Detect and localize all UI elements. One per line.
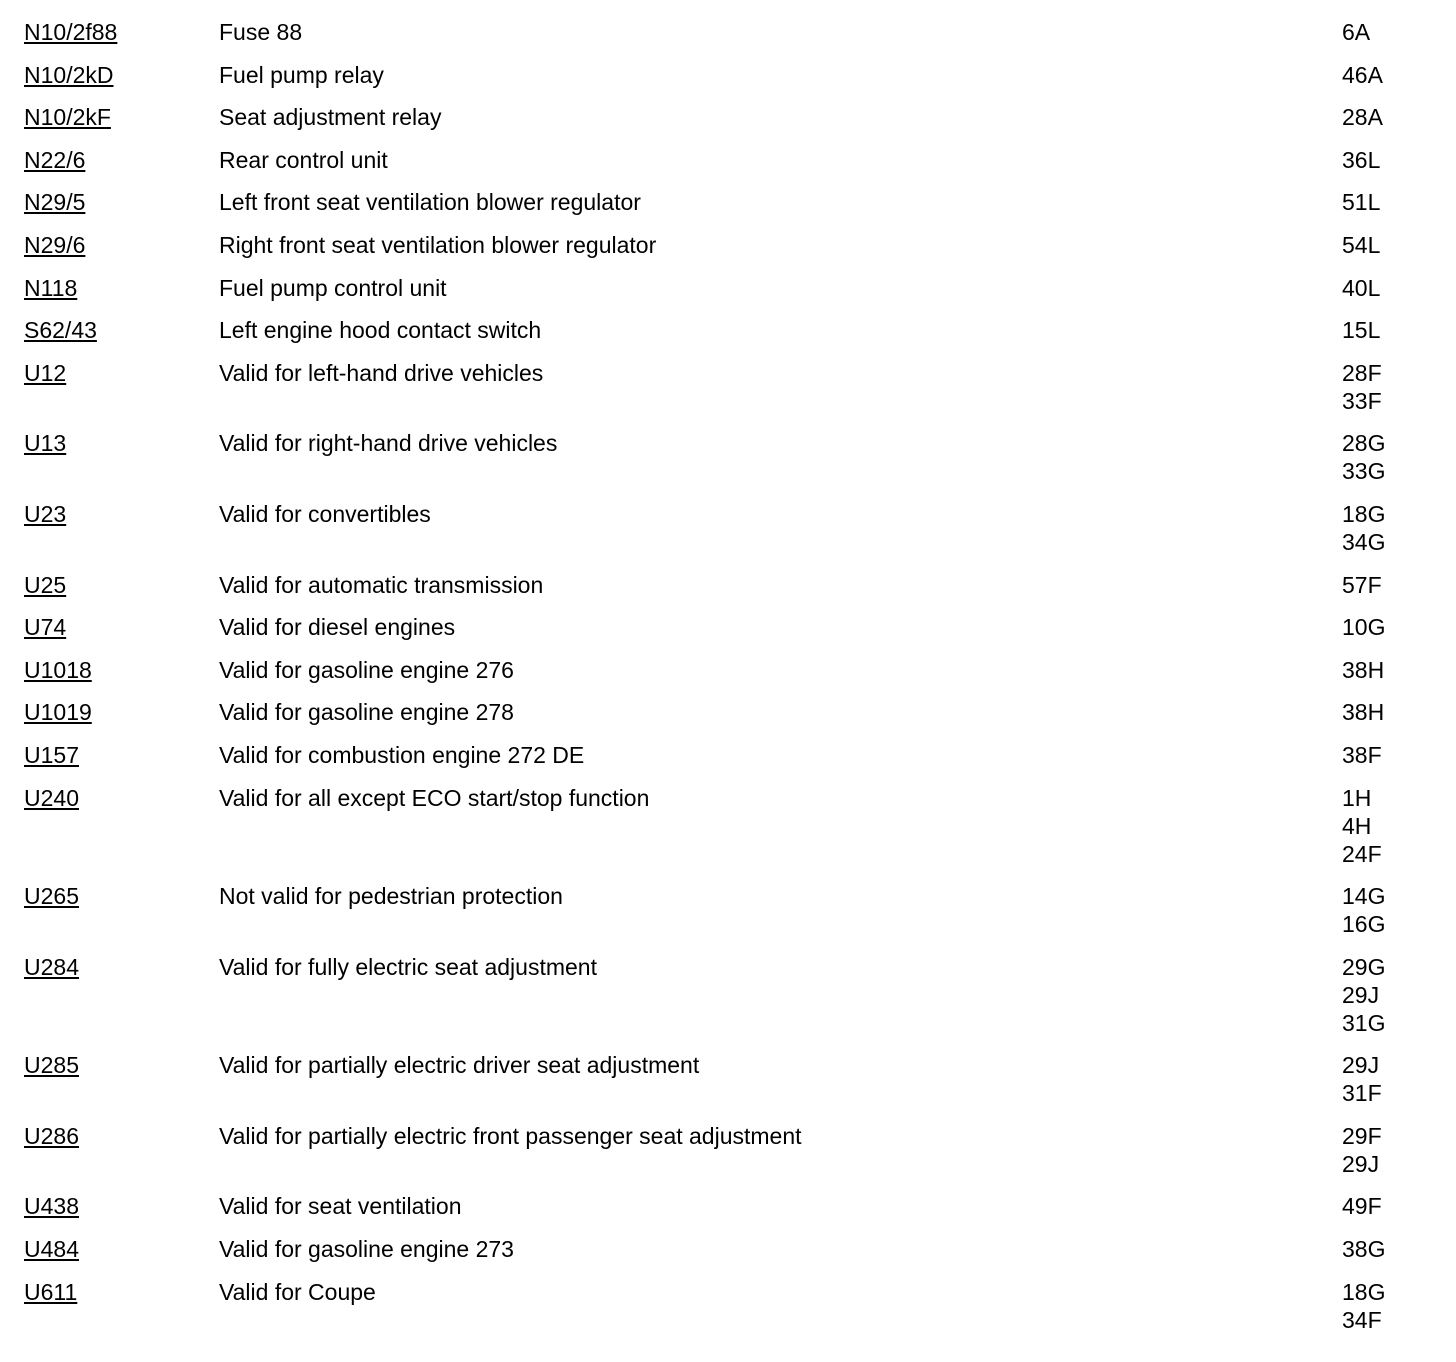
legend-row	[0, 571, 1456, 614]
component-code-link[interactable]: U284	[24, 953, 79, 980]
component-description: Left front seat ventilation blower regulator	[219, 189, 641, 216]
component-description: Right front seat ventilation blower regulator	[219, 231, 657, 258]
grid-reference-list	[1342, 741, 1442, 769]
legend-row	[0, 103, 1456, 146]
component-description: Valid for convertibles	[219, 500, 431, 527]
legend-row	[0, 188, 1456, 231]
grid-reference: 4H	[1342, 812, 1372, 839]
legend-row	[0, 61, 1456, 104]
grid-reference-list	[1342, 146, 1442, 174]
legend-row	[0, 698, 1456, 741]
grid-reference: 15L	[1342, 317, 1381, 344]
grid-reference-list	[1342, 274, 1442, 302]
grid-reference: 33F	[1342, 387, 1382, 414]
grid-reference: 33G	[1342, 458, 1386, 485]
grid-reference-list	[1342, 1122, 1442, 1178]
grid-reference: 14G	[1342, 883, 1386, 910]
component-description: Rear control unit	[219, 146, 388, 173]
grid-reference: 38H	[1342, 699, 1385, 726]
grid-reference: 34G	[1342, 528, 1386, 555]
grid-reference: 28A	[1342, 104, 1383, 131]
grid-reference: 28G	[1342, 430, 1386, 457]
grid-reference: 10G	[1342, 614, 1386, 641]
grid-reference-list	[1342, 953, 1442, 1037]
component-code-link[interactable]: S62/43	[24, 317, 97, 344]
component-description: Valid for left-hand drive vehicles	[219, 359, 544, 386]
component-code-link[interactable]: U1018	[24, 656, 92, 683]
component-description: Valid for automatic transmission	[219, 571, 544, 598]
grid-reference: 38H	[1342, 656, 1385, 683]
component-code-link[interactable]: U12	[24, 359, 67, 386]
component-code-link[interactable]: N29/6	[24, 231, 86, 258]
component-code-link[interactable]: N10/2f88	[24, 19, 118, 45]
component-description: Fuel pump control unit	[219, 274, 447, 301]
grid-reference: 29J	[1342, 981, 1380, 1008]
component-description: Valid for partially electric driver seat adjustment	[219, 1052, 700, 1079]
component-code-link[interactable]: U23	[24, 500, 67, 527]
grid-reference-list	[1342, 698, 1442, 726]
legend-row	[0, 953, 1456, 1052]
grid-reference-list	[1342, 1278, 1442, 1334]
grid-reference: 40L	[1342, 274, 1381, 301]
grid-reference-list	[1342, 500, 1442, 556]
component-description: Valid for all except ECO start/stop function	[219, 784, 650, 811]
grid-reference: 6A	[1342, 19, 1371, 45]
grid-reference: 31G	[1342, 1009, 1386, 1036]
grid-reference-list	[1342, 784, 1442, 868]
component-description: Not valid for pedestrian protection	[219, 883, 563, 910]
grid-reference: 24F	[1342, 840, 1382, 867]
grid-reference: 54L	[1342, 231, 1381, 258]
grid-reference: 29J	[1342, 1052, 1380, 1079]
legend-row	[0, 274, 1456, 317]
legend-row	[0, 429, 1456, 500]
legend-row	[0, 1235, 1456, 1278]
component-description: Valid for fully electric seat adjustment	[219, 953, 597, 980]
grid-reference-list	[1342, 61, 1442, 89]
component-code-link[interactable]: U286	[24, 1122, 79, 1149]
grid-reference: 28F	[1342, 359, 1382, 386]
grid-reference: 51L	[1342, 189, 1381, 216]
grid-reference: 36L	[1342, 146, 1381, 173]
legend-row	[0, 146, 1456, 189]
legend-row	[0, 1122, 1456, 1193]
component-description: Fuse 88	[219, 19, 303, 45]
grid-reference: 57F	[1342, 571, 1382, 598]
grid-reference: 29F	[1342, 1122, 1382, 1149]
component-code-link[interactable]: U285	[24, 1052, 79, 1079]
component-description: Valid for Coupe	[219, 1278, 376, 1305]
legend-row	[0, 18, 1456, 61]
grid-reference-list	[1342, 18, 1442, 46]
component-code-link[interactable]: N22/6	[24, 146, 86, 173]
grid-reference-list	[1342, 1192, 1442, 1220]
grid-reference-list	[1342, 613, 1442, 641]
legend-row	[0, 359, 1456, 430]
component-code-link[interactable]: U1019	[24, 699, 92, 726]
grid-reference-list	[1342, 882, 1442, 938]
component-description: Valid for combustion engine 272 DE	[219, 741, 585, 768]
legend-row	[0, 741, 1456, 784]
component-code-link[interactable]: U74	[24, 614, 67, 641]
grid-reference: 29J	[1342, 1150, 1380, 1177]
grid-reference-list	[1342, 1235, 1442, 1263]
grid-reference-list	[1342, 571, 1442, 599]
grid-reference: 1H	[1342, 784, 1372, 811]
component-code-link[interactable]: U611	[24, 1278, 78, 1305]
component-code-link[interactable]: U157	[24, 741, 79, 768]
grid-reference: 18G	[1342, 500, 1386, 527]
component-description: Valid for gasoline engine 273	[219, 1236, 514, 1263]
component-code-link[interactable]: N10/2kF	[24, 104, 111, 131]
component-description: Left engine hood contact switch	[219, 317, 542, 344]
component-code-link[interactable]: U25	[24, 571, 67, 598]
grid-reference: 16G	[1342, 911, 1386, 938]
component-code-link[interactable]: N10/2kD	[24, 61, 114, 88]
component-description: Fuel pump relay	[219, 61, 384, 88]
component-code-link[interactable]: U265	[24, 883, 79, 910]
legend-row	[0, 784, 1456, 883]
legend-row	[0, 231, 1456, 274]
grid-reference-list	[1342, 656, 1442, 684]
grid-reference: 46A	[1342, 61, 1383, 88]
component-description: Seat adjustment relay	[219, 104, 442, 131]
grid-reference: 49F	[1342, 1193, 1382, 1220]
component-code-link[interactable]: U240	[24, 784, 79, 811]
legend-row	[0, 613, 1456, 656]
component-code-link[interactable]: N118	[24, 274, 78, 301]
legend-row	[0, 656, 1456, 699]
grid-reference-list	[1342, 231, 1442, 259]
component-description: Valid for right-hand drive vehicles	[219, 430, 558, 457]
legend-row	[0, 500, 1456, 571]
grid-reference: 34F	[1342, 1306, 1382, 1333]
legend-row	[0, 1278, 1456, 1349]
legend-row	[0, 1051, 1456, 1122]
grid-reference-list	[1342, 103, 1442, 131]
grid-reference: 31F	[1342, 1080, 1382, 1107]
grid-reference: 38F	[1342, 741, 1382, 768]
grid-reference: 29G	[1342, 953, 1386, 980]
component-code-link[interactable]: U484	[24, 1236, 79, 1263]
grid-reference-list	[1342, 316, 1442, 344]
legend-row	[0, 882, 1456, 953]
grid-reference-list	[1342, 359, 1442, 415]
component-description: Valid for gasoline engine 278	[219, 699, 514, 726]
grid-reference: 18G	[1342, 1278, 1386, 1305]
legend-row	[0, 316, 1456, 359]
component-code-link[interactable]: N29/5	[24, 189, 86, 216]
grid-reference: 38G	[1342, 1236, 1386, 1263]
component-description: Valid for diesel engines	[219, 614, 456, 641]
component-code-link[interactable]: U13	[24, 430, 67, 457]
grid-reference-list	[1342, 429, 1442, 485]
component-description: Valid for partially electric front passenger seat adjustment	[219, 1122, 802, 1149]
component-description: Valid for gasoline engine 276	[219, 656, 514, 683]
grid-reference-list	[1342, 188, 1442, 216]
component-code-link[interactable]: U438	[24, 1193, 79, 1220]
legend-row	[0, 1192, 1456, 1235]
component-description: Valid for seat ventilation	[219, 1193, 462, 1220]
grid-reference-list	[1342, 1051, 1442, 1107]
